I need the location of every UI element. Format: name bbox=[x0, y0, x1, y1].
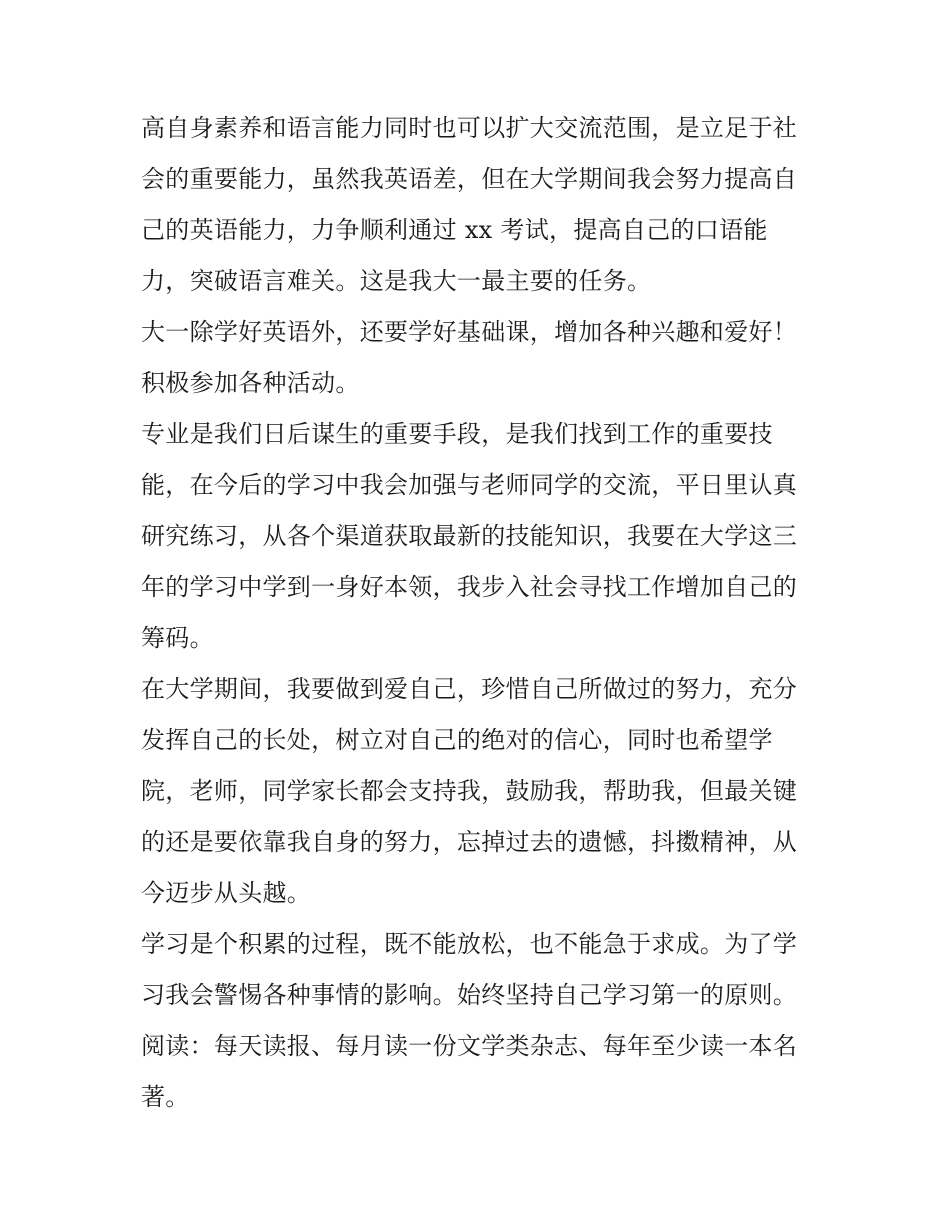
text-line: 研究练习，从各个渠道获取最新的技能知识，我要在大学这三 bbox=[141, 522, 798, 550]
text-line: 大一除学好英语外，还要学好基础课，增加各种兴趣和爱好！ bbox=[141, 318, 798, 346]
text-line: 高自身素养和语言能力同时也可以扩大交流范围，是立足于社 bbox=[141, 114, 798, 142]
text-line: 力，突破语言难关。这是我大一最主要的任务。 bbox=[141, 267, 652, 295]
text-line: 专业是我们日后谋生的重要手段，是我们找到工作的重要技 bbox=[141, 420, 773, 448]
text-line: 习我会警惕各种事情的影响。始终坚持自己学习第一的原则。 bbox=[141, 981, 798, 1009]
text-line: 己的英语能力，力争顺利通过 xx 考试，提高自己的口语能 bbox=[141, 216, 768, 244]
text-line: 发挥自己的长处，树立对自己的绝对的信心，同时也希望学 bbox=[141, 726, 773, 754]
text-line: 积极参加各种活动。 bbox=[141, 369, 360, 397]
text-line: 在大学期间，我要做到爱自己，珍惜自己所做过的努力，充分 bbox=[141, 675, 798, 703]
text-line: 的还是要依靠我自身的努力，忘掉过去的遗憾，抖擞精神，从 bbox=[141, 828, 798, 856]
text-line: 会的重要能力，虽然我英语差，但在大学期间我会努力提高自 bbox=[141, 165, 798, 193]
text-line: 筹码。 bbox=[141, 624, 214, 652]
text-line: 院，老师，同学家长都会支持我，鼓励我，帮助我，但最关键 bbox=[141, 777, 798, 805]
text-line: 今迈步从头越。 bbox=[141, 879, 312, 907]
document-body bbox=[141, 103, 821, 1123]
text-line: 能，在今后的学习中我会加强与老师同学的交流，平日里认真 bbox=[141, 471, 798, 499]
text-line: 学习是个积累的过程，既不能放松，也不能急于求成。为了学 bbox=[141, 930, 798, 958]
text-line: 年的学习中学到一身好本领，我步入社会寻找工作增加自己的 bbox=[141, 573, 798, 601]
text-line: 阅读：每天读报、每月读一份文学类杂志、每年至少读一本名 bbox=[141, 1032, 798, 1060]
text-line: 著。 bbox=[141, 1083, 190, 1111]
